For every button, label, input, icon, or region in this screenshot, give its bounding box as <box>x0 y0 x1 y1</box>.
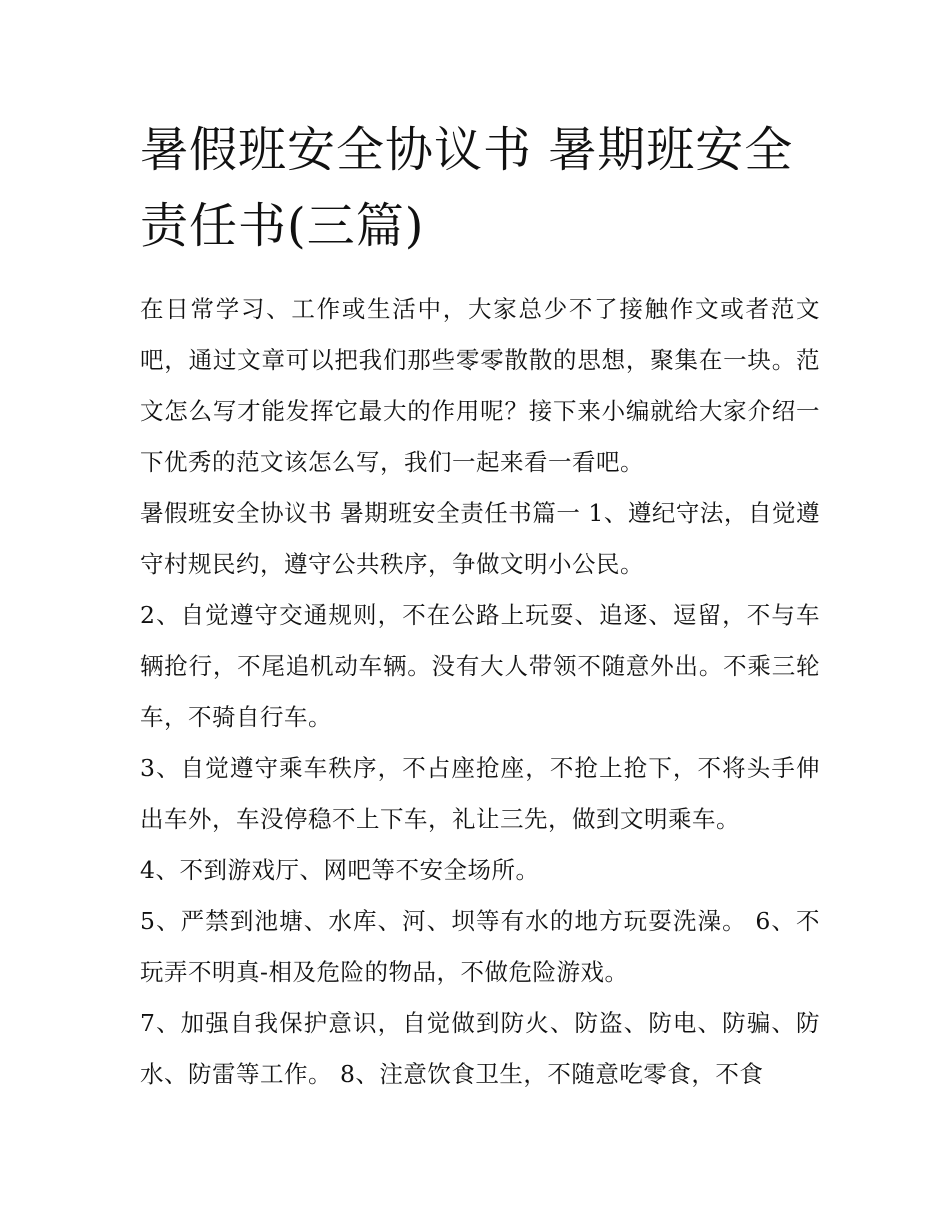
paragraph-item-4: 4、不到游戏厅、网吧等不安全场所。 <box>140 856 540 884</box>
document-body <box>140 284 820 1100</box>
document-page <box>140 112 820 1100</box>
paragraph-item-1: 暑假班安全协议书 暑期班安全责任书篇一 1、遵纪守法，自觉遵守村规民约，遵守公共秩序，争做文明小公民。 <box>140 499 820 578</box>
paragraph-item-7-8: 7、加强自我保护意识，自觉做到防火、防盗、防电、防骗、防水、防雷等工作。 8、注意饮食卫生，不随意吃零食，不食 <box>140 1009 820 1088</box>
paragraph-item-3: 3、自觉遵守乘车秩序，不占座抢座，不抢上抢下，不将头手伸出车外，车没停稳不上下车，礼让三先，做到文明乘车。 <box>140 754 820 833</box>
document-title: 暑假班安全协议书 暑期班安全责任书(三篇) <box>140 122 794 254</box>
paragraph-intro: 在日常学习、工作或生活中，大家总少不了接触作文或者范文吧，通过文章可以把我们那些零零散散的思想，聚集在一块。范文怎么写才能发挥它最大的作用呢？接下来小编就给大家介绍一下优秀的范文该怎么写，我们一起来看一看吧。 <box>140 295 820 476</box>
paragraph-item-5-6: 5、严禁到池塘、水库、河、坝等有水的地方玩耍洗澡。 6、不玩弄不明真-相及危险的物品，不做危险游戏。 <box>140 907 820 986</box>
paragraph-item-2: 2、自觉遵守交通规则，不在公路上玩耍、追逐、逗留，不与车辆抢行，不尾追机动车辆。没有大人带领不随意外出。不乘三轮车，不骑自行车。 <box>140 601 820 731</box>
